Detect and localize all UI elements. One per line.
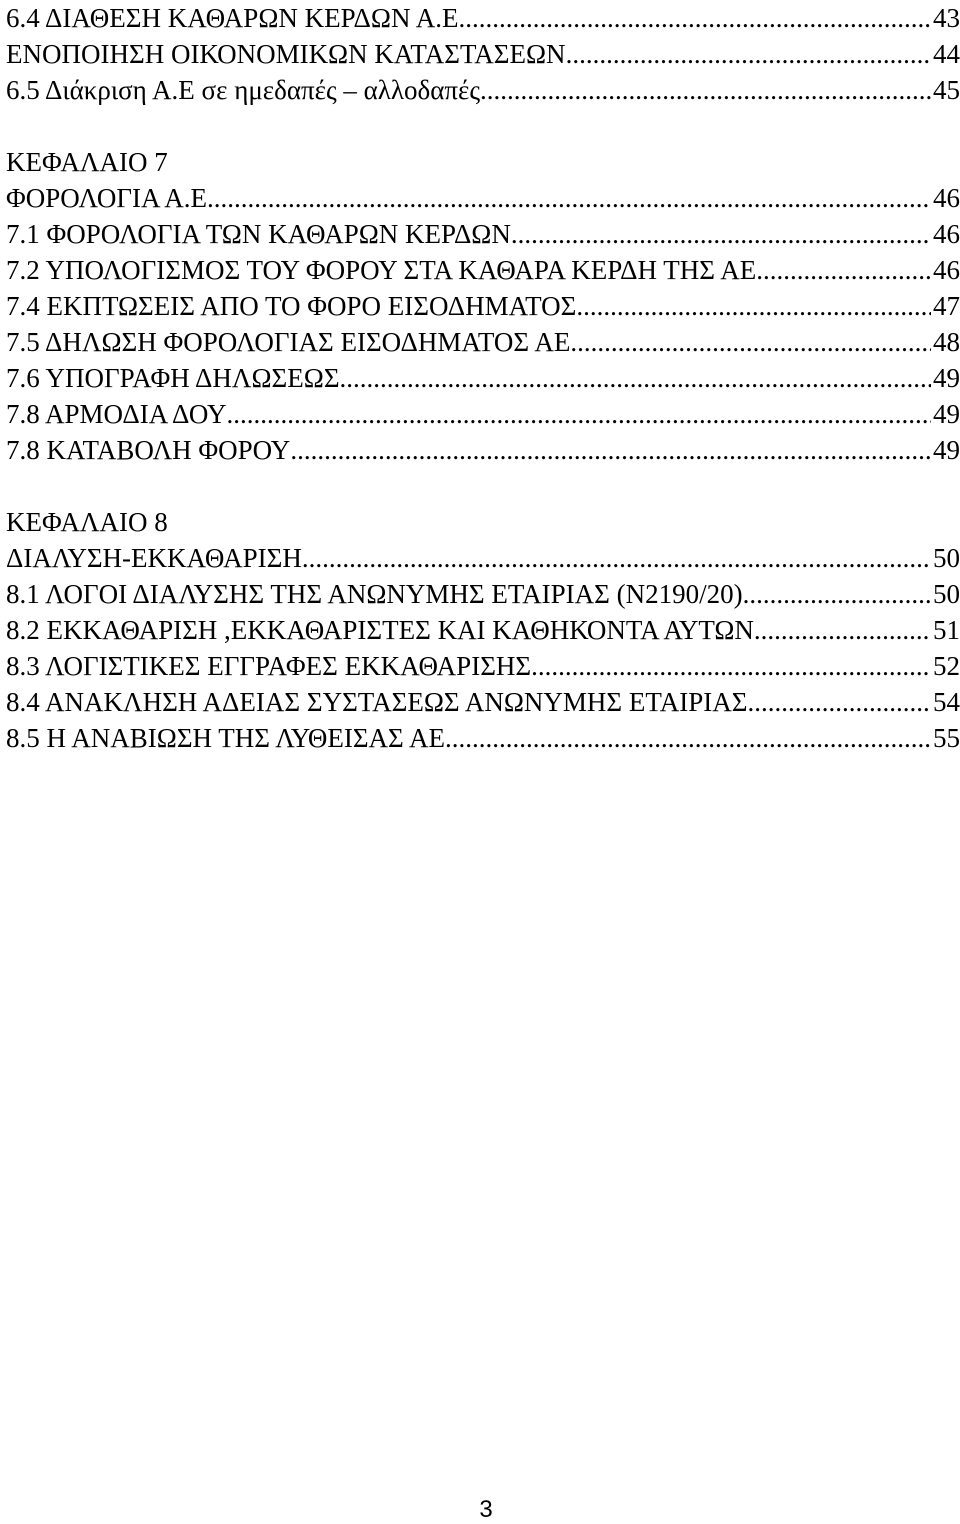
toc-entry[interactable] [6,648,960,684]
toc-leader-dots [340,360,931,396]
toc-entry-label: 7.6 ΥΠΟΓΡΑΦΗ ΔΗΛΩΣΕΩΣ [6,363,340,393]
toc-entry[interactable] [6,36,960,72]
toc-entry-label: 7.8 ΚΑΤΑΒΟΛΗ ΦΟΡΟΥ [6,435,291,465]
toc-entry-page: 44 [933,39,960,69]
toc-entry[interactable] [6,288,960,324]
toc-entry-page: 50 [933,579,960,609]
toc-entry-page: 49 [933,399,960,429]
toc-entry-page: 43 [933,3,960,33]
toc-leader-dots [511,216,931,252]
toc-entry[interactable] [6,216,960,252]
toc-entry-label: ΦΟΡΟΛΟΓΙΑ Α.Ε [6,183,208,213]
toc-entry[interactable] [6,576,960,612]
toc-entry[interactable] [6,360,960,396]
toc-entry-label: 8.1 ΛΟΓΟΙ ΔΙΑΛΥΣΗΣ ΤΗΣ ΑΝΩΝΥΜΗΣ ΕΤΑΙΡΙΑΣ (Ν2190/20) [6,579,743,609]
table-of-contents [6,0,960,756]
toc-entry-page: 55 [933,723,960,753]
toc-leader-dots [227,396,931,432]
toc-entry-label: 7.8 ΑΡΜΟΔΙΑ ΔΟΥ [6,399,227,429]
chapter-heading [6,144,960,180]
toc-leader-dots [747,684,931,720]
toc-leader-dots [570,324,931,360]
toc-leader-dots [566,36,931,72]
toc-entry[interactable] [6,324,960,360]
toc-entry-label: 7.2 ΥΠΟΛΟΓΙΣΜΟΣ ΤΟΥ ΦΟΡΟΥ ΣΤΑ ΚΑΘΑΡΑ ΚΕΡΔΗ ΤΗΣ ΑΕ [6,255,757,285]
toc-entry[interactable] [6,252,960,288]
toc-entry-page: 52 [933,651,960,681]
toc-entry-label: 8.2 ΕΚΚΑΘΑΡΙΣΗ ,ΕΚΚΑΘΑΡΙΣΤΕΣ ΚΑΙ ΚΑΘΗΚΟΝΤΑ ΑΥΤΩΝ [6,615,754,645]
toc-entry-label: 8.3 ΛΟΓΙΣΤΙΚΕΣ ΕΓΓΡΑΦΕΣ ΕΚΚΑΘΑΡΙΣΗΣ [6,651,532,681]
toc-entry-label: ΕΝΟΠΟΙΗΣΗ ΟΙΚΟΝΟΜΙΚΩΝ ΚΑΤΑΣΤΑΣΕΩΝ [6,39,566,69]
toc-leader-dots [458,0,931,36]
toc-entry-label: 7.5 ΔΗΛΩΣΗ ΦΟΡΟΛΟΓΙΑΣ ΕΙΣΟΔΗΜΑΤΟΣ ΑΕ [6,327,571,357]
toc-entry-page: 51 [933,615,960,645]
toc-group-chapter-6 [6,0,960,108]
toc-entry[interactable] [6,720,960,756]
toc-entry-label: 8.5 Η ΑΝΑΒΙΩΣΗ ΤΗΣ ΛΥΘΕΙΣΑΣ ΑΕ [6,723,446,753]
toc-entry[interactable] [6,180,960,216]
toc-leader-dots [576,288,931,324]
toc-entry[interactable] [6,684,960,720]
toc-entry[interactable] [6,612,960,648]
toc-leader-dots [445,720,931,756]
toc-entry-label: 6.4 ΔΙΑΘΕΣΗ ΚΑΘΑΡΩΝ ΚΕΡΔΩΝ Α.Ε [6,3,459,33]
toc-entry-label: ΔΙΑΛΥΣΗ-ΕΚΚΑΘΑΡΙΣΗ [6,543,302,573]
toc-entry-page: 46 [933,255,960,285]
toc-entry-label: 7.4 ΕΚΠΤΩΣΕΙΣ ΑΠΟ ΤΟ ΦΟΡΟ ΕΙΣΟΔΗΜΑΤΟΣ [6,291,577,321]
toc-entry-page: 54 [933,687,960,717]
toc-entry-page: 49 [933,363,960,393]
chapter-heading-label: ΚΕΦΑΛΑΙΟ 8 [6,507,168,537]
toc-entry[interactable] [6,540,960,576]
chapter-heading-label: ΚΕΦΑΛΑΙΟ 7 [6,147,168,177]
toc-entry-label: 7.1 ΦΟΡΟΛΟΓΙΑ ΤΩΝ ΚΑΘΑΡΩΝ ΚΕΡΔΩΝ [6,219,511,249]
chapter-heading [6,504,960,540]
toc-entry[interactable] [6,432,960,468]
toc-entry-label: 6.5 Διάκριση Α.Ε σε ημεδαπές – αλλοδαπές [6,75,481,105]
toc-leader-dots [754,612,931,648]
toc-entry-page: 49 [933,435,960,465]
toc-entry-page: 48 [933,327,960,357]
toc-entry-page: 47 [933,291,960,321]
toc-leader-dots [290,432,931,468]
toc-leader-dots [756,252,931,288]
toc-leader-dots [743,576,931,612]
toc-group-chapter-7 [6,144,960,468]
toc-entry[interactable] [6,72,960,108]
toc-leader-dots [207,180,931,216]
toc-leader-dots [302,540,931,576]
toc-entry-page: 50 [933,543,960,573]
page-number: 3 [479,1496,493,1523]
toc-leader-dots [480,72,931,108]
toc-entry-page: 46 [933,183,960,213]
toc-entry[interactable] [6,396,960,432]
toc-entry-page: 46 [933,219,960,249]
toc-entry-page: 45 [933,75,960,105]
toc-leader-dots [531,648,931,684]
toc-entry-label: 8.4 ΑΝΑΚΛΗΣΗ ΑΔΕΙΑΣ ΣΥΣΤΑΣΕΩΣ ΑΝΩΝΥΜΗΣ ΕΤΑΙΡΙΑΣ [6,687,748,717]
toc-group-chapter-8 [6,504,960,756]
toc-entry[interactable] [6,0,960,36]
